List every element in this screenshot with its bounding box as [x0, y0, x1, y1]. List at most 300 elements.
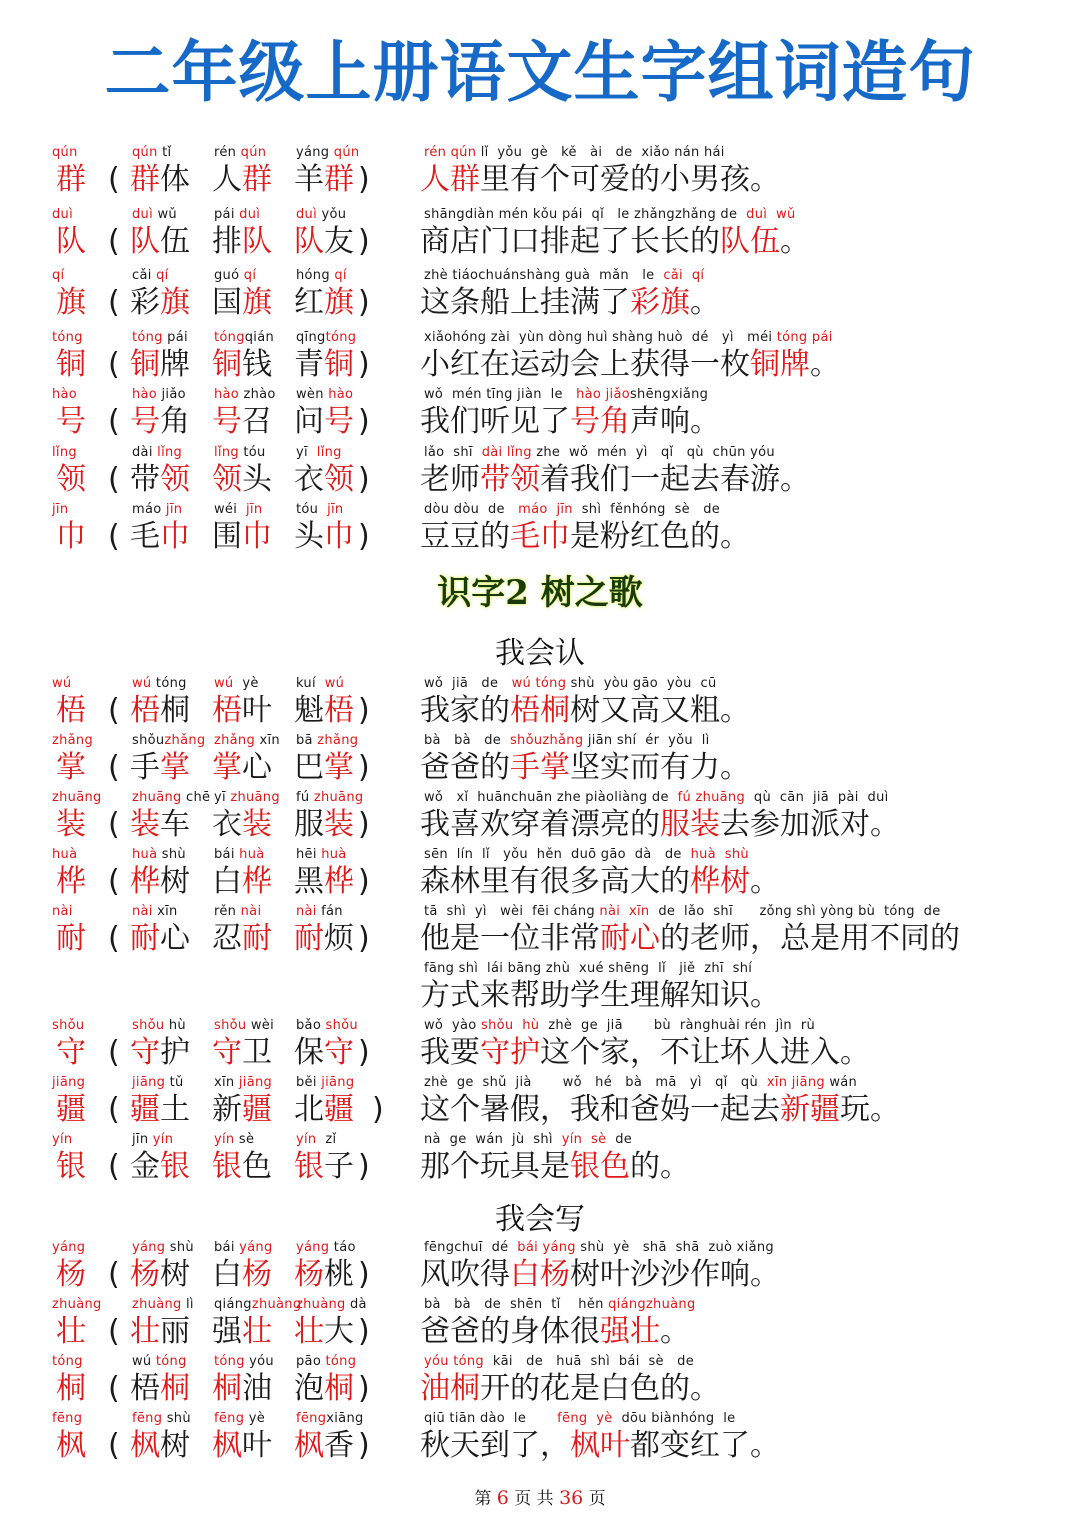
word-pinyin-segment: pái	[162, 330, 188, 345]
example-sentence-segment: 风吹得	[420, 1257, 510, 1292]
compound-word	[294, 1090, 354, 1130]
sentence-pinyin-segment: tóng pái	[776, 330, 833, 345]
example-sentence	[420, 1147, 690, 1187]
compound-word	[212, 919, 272, 959]
compound-word-segment: 钱	[242, 347, 272, 382]
word-pinyin-segment: zhuàng	[251, 1297, 302, 1312]
example-sentence-segment: 。	[660, 1314, 690, 1349]
word-pinyin-segment: jīn	[327, 502, 344, 517]
example-sentence	[420, 1312, 690, 1352]
close-bracket: )	[358, 462, 370, 497]
compound-word-segment: 群	[130, 162, 160, 197]
compound-word-segment: 衣	[294, 462, 324, 497]
word-pinyin-segment: bái	[214, 847, 240, 862]
compound-word	[130, 1255, 190, 1295]
compound-word-segment: 毛	[130, 519, 160, 554]
compound-word-segment: 树	[160, 1257, 190, 1292]
sentence-pinyin-segment: dòu dòu de	[424, 502, 519, 517]
compound-word-segment: 旗	[160, 285, 190, 320]
compound-word-segment: 桦	[130, 864, 160, 899]
compound-word	[130, 1147, 190, 1187]
character-pinyin: huà	[52, 847, 78, 862]
word-pinyin-segment: hóng	[296, 268, 335, 283]
example-sentence-segment: 豆豆的	[420, 519, 510, 554]
word-pinyin-segment: xiāng	[326, 1411, 364, 1426]
compound-word	[294, 862, 354, 902]
compound-word-segment: 杨	[130, 1257, 160, 1292]
compound-word-segment: 壮	[242, 1314, 272, 1349]
compound-word	[294, 1033, 354, 1073]
example-sentence-segment: 。	[750, 864, 780, 899]
compound-word-segment: 头	[242, 462, 272, 497]
main-character: 银	[56, 1149, 86, 1184]
example-sentence-segment: 的。	[630, 1149, 690, 1184]
compound-word-segment: 油	[242, 1371, 272, 1406]
compound-word-segment: 魁	[294, 693, 324, 728]
compound-word	[294, 1255, 354, 1295]
compound-word	[212, 460, 272, 500]
compound-word-segment: 铜	[324, 347, 354, 382]
compound-word-segment: 守	[130, 1035, 160, 1070]
vocab-entry	[0, 787, 1080, 849]
example-sentence-segment: 的老师，总是用不同的	[660, 921, 960, 956]
word-pinyin-segment: zhuāng	[313, 790, 364, 805]
character-pinyin: tóng	[52, 330, 83, 345]
vocab-entry	[0, 1294, 1080, 1356]
compound-word-segment: 装	[324, 807, 354, 842]
word-pinyin-segment: tóu	[296, 502, 328, 517]
character-pinyin: zhuāng	[52, 790, 102, 805]
main-character: 耐	[56, 921, 86, 956]
vocab-entry	[0, 1015, 1080, 1077]
word-pinyin-segment: shǒu	[132, 733, 165, 748]
example-sentence-segment: 队伍	[720, 224, 780, 259]
main-character: 队	[56, 224, 86, 259]
word-pinyin-segment: táo	[329, 1240, 356, 1255]
vocab-entry	[0, 1237, 1080, 1299]
compound-word	[294, 160, 354, 200]
example-sentence-segment: 开的花是白色的。	[480, 1371, 720, 1406]
example-sentence-segment: 这个家，不让坏人进入。	[540, 1035, 870, 1070]
compound-word-segment: 车	[160, 807, 190, 842]
word-pinyin-segment: lǐng	[214, 445, 239, 460]
sentence-pinyin-segment: fēng yè	[557, 1411, 613, 1426]
sentence-pinyin-segment: zhè tiáochuánshàng guà mǎn le	[424, 268, 664, 283]
compound-word	[294, 1369, 354, 1409]
compound-word-segment: 疆	[242, 1092, 272, 1127]
word-pinyin-segment: tóng	[151, 676, 187, 691]
compound-word-segment: 衣	[212, 807, 242, 842]
compound-word-segment: 装	[242, 807, 272, 842]
close-bracket: )	[358, 224, 370, 259]
compound-word-segment: 国	[212, 285, 242, 320]
main-character: 桐	[56, 1371, 86, 1406]
word-pinyin-segment: guó	[214, 268, 244, 283]
compound-word	[294, 517, 354, 557]
open-bracket: (	[108, 347, 120, 382]
compound-word	[130, 345, 190, 385]
character-pinyin: shǒu	[52, 1018, 85, 1033]
compound-word-segment: 号	[130, 404, 160, 439]
character-pinyin: jiāng	[52, 1075, 86, 1090]
example-sentence-segment: 方式来帮助学生理解知识。	[420, 978, 780, 1013]
close-bracket: )	[358, 693, 370, 728]
example-sentence	[420, 805, 900, 845]
lesson-heading: 识字2 树之歌	[437, 573, 643, 613]
word-pinyin-segment: lì	[181, 1297, 194, 1312]
character-pinyin: yáng	[52, 1240, 86, 1255]
sentence-pinyin-segment: qiū tiān dào le	[424, 1411, 558, 1426]
word-pinyin-segment: qí	[334, 268, 347, 283]
sentence-pinyin-segment: lǎo shī	[424, 445, 482, 460]
close-bracket: )	[358, 864, 370, 899]
example-sentence-segment: 这个暑假，我和爸妈一起去	[420, 1092, 780, 1127]
compound-word-segment: 领	[160, 462, 190, 497]
compound-word-segment: 耐	[294, 921, 324, 956]
word-pinyin-segment: shù	[162, 1411, 191, 1426]
compound-word-segment: 队	[242, 224, 272, 259]
compound-word-segment: 问	[294, 404, 324, 439]
compound-word	[130, 517, 190, 557]
vocab-entry	[0, 442, 1080, 504]
compound-word-segment: 桐	[212, 1371, 242, 1406]
compound-word-segment: 烦	[324, 921, 354, 956]
vocab-entry	[0, 673, 1080, 735]
sentence-pinyin-segment: huà shù	[690, 847, 749, 862]
character-pinyin: yín	[52, 1132, 73, 1147]
example-sentence-segment: 梧桐	[510, 693, 570, 728]
compound-word-segment: 青	[294, 347, 324, 382]
example-sentence	[420, 283, 720, 323]
word-pinyin-segment: hào	[328, 387, 354, 402]
compound-word-segment: 铜	[212, 347, 242, 382]
sentence-pinyin-segment: dōu biànhóng le	[612, 1411, 736, 1426]
word-pinyin-segment: bǎo	[296, 1018, 326, 1033]
main-character: 装	[56, 807, 86, 842]
compound-word-segment: 泡	[294, 1371, 324, 1406]
word-pinyin-segment: tóng	[155, 1354, 187, 1369]
main-character: 疆	[56, 1092, 86, 1127]
character-pinyin: duì	[52, 207, 74, 222]
word-pinyin-segment: yè	[233, 676, 259, 691]
open-bracket: (	[108, 224, 120, 259]
compound-word-segment: 掌	[212, 750, 242, 785]
open-bracket: (	[108, 807, 120, 842]
example-sentence	[420, 460, 810, 500]
compound-word	[130, 402, 190, 442]
close-bracket: )	[358, 1371, 370, 1406]
compound-word-segment: 带	[130, 462, 160, 497]
compound-word-segment: 梧	[130, 1371, 160, 1406]
sentence-pinyin-segment: shǒu hù	[481, 1018, 540, 1033]
compound-word-segment: 壮	[294, 1314, 324, 1349]
compound-word	[130, 805, 190, 845]
compound-word	[130, 691, 190, 731]
compound-word-segment: 大	[324, 1314, 354, 1349]
compound-word-segment: 心	[160, 921, 190, 956]
example-sentence-segment: 强壮	[600, 1314, 660, 1349]
word-pinyin-segment: yín	[296, 1132, 317, 1147]
footer-total-pages: 36	[559, 1487, 584, 1509]
example-sentence	[420, 691, 750, 731]
word-pinyin-segment: yáng	[296, 1240, 330, 1255]
example-sentence-segment: 耐心	[600, 921, 660, 956]
example-sentence-segment: 。	[780, 224, 810, 259]
example-sentence-segment: 森林里有很多高大的	[420, 864, 690, 899]
close-bracket: )	[358, 404, 370, 439]
compound-word	[212, 1090, 272, 1130]
compound-word-segment: 人	[212, 162, 242, 197]
word-pinyin-segment: máo	[132, 502, 166, 517]
compound-word	[212, 691, 272, 731]
footer-label-gong: 共	[536, 1489, 554, 1509]
compound-word	[294, 748, 354, 788]
word-pinyin-segment: jīn	[165, 502, 183, 517]
compound-word-segment: 白	[212, 1257, 242, 1292]
word-pinyin-segment: jiāng	[132, 1075, 166, 1090]
sentence-pinyin-segment: shēngxiǎng	[629, 387, 709, 402]
vocab-entry	[0, 499, 1080, 561]
word-pinyin-segment: pāo	[296, 1354, 326, 1369]
character-pinyin: nài	[52, 904, 73, 919]
word-pinyin-segment: wú	[132, 1354, 156, 1369]
word-pinyin-segment: yè	[244, 1411, 266, 1426]
compound-word-segment: 疆	[324, 1092, 354, 1127]
word-pinyin-segment: hù	[164, 1018, 186, 1033]
word-pinyin-segment: zhuāng	[132, 790, 182, 805]
word-pinyin-segment: xīn	[255, 733, 280, 748]
example-sentence-segment: 人群	[420, 162, 480, 197]
example-sentence-segment: 带领	[480, 462, 540, 497]
example-sentence-segment: 声响。	[630, 404, 720, 439]
word-pinyin-segment: nài	[132, 904, 153, 919]
example-sentence-segment: 树叶沙沙作响。	[570, 1257, 780, 1292]
word-pinyin-segment: jiǎo	[157, 387, 186, 402]
example-sentence-segment: 这条船上挂满了	[420, 285, 630, 320]
main-character: 旗	[56, 285, 86, 320]
compound-word-segment: 香	[324, 1428, 354, 1463]
compound-word	[294, 919, 354, 959]
compound-word	[294, 1312, 354, 1352]
compound-word-segment: 桦	[242, 864, 272, 899]
compound-word	[130, 1312, 190, 1352]
example-sentence-segment: 白杨	[510, 1257, 570, 1292]
open-bracket: (	[108, 162, 120, 197]
open-bracket: (	[108, 1428, 120, 1463]
sentence-pinyin-segment: bà bà de shēn tǐ hěn	[424, 1297, 609, 1312]
section-heading-write: 我会写	[495, 1202, 585, 1237]
compound-word-segment: 队	[130, 224, 160, 259]
word-pinyin-segment: tǔ	[165, 1075, 184, 1090]
compound-word-segment: 土	[160, 1092, 190, 1127]
word-pinyin-segment: jiāng	[238, 1075, 273, 1090]
word-pinyin-segment: wèi	[246, 1018, 274, 1033]
close-bracket: )	[358, 1314, 370, 1349]
word-pinyin-segment: xīn	[214, 1075, 239, 1090]
compound-word-segment: 彩	[130, 285, 160, 320]
word-pinyin-segment: fán	[316, 904, 343, 919]
example-sentence-segment: 我家的	[420, 693, 510, 728]
compound-word-segment: 掌	[160, 750, 190, 785]
character-pinyin: tóng	[52, 1354, 83, 1369]
word-pinyin-segment: nài	[240, 904, 262, 919]
compound-word	[294, 691, 354, 731]
example-sentence-segment: 毛巾	[510, 519, 570, 554]
compound-word-segment: 梧	[212, 693, 242, 728]
compound-word-segment: 体	[160, 162, 190, 197]
word-pinyin-segment: yóu	[244, 1354, 274, 1369]
word-pinyin-segment: qí	[243, 268, 257, 283]
word-pinyin-segment: shǒu	[214, 1018, 247, 1033]
compound-word-segment: 枫	[294, 1428, 324, 1463]
compound-word-segment: 巾	[324, 519, 354, 554]
compound-word	[212, 805, 272, 845]
compound-word	[212, 1255, 272, 1295]
sentence-pinyin-segment: shù yòu gāo yòu cū	[566, 676, 717, 691]
word-pinyin-segment: nài	[296, 904, 317, 919]
compound-word-segment: 领	[212, 462, 242, 497]
compound-word-segment: 巾	[242, 519, 272, 554]
vocab-entry	[0, 1129, 1080, 1191]
word-pinyin-segment: chē	[181, 790, 211, 805]
close-bracket: )	[358, 1035, 370, 1070]
open-bracket: (	[108, 864, 120, 899]
sentence-pinyin-segment: xiǎohóng zài yùn dòng huì shàng huò dé yì méi	[424, 330, 777, 345]
compound-word-segment: 掌	[324, 750, 354, 785]
word-pinyin-segment: jīn	[246, 502, 263, 517]
compound-word	[212, 862, 272, 902]
word-pinyin-segment: qīng	[296, 330, 326, 345]
character-pinyin: qí	[52, 268, 65, 283]
example-sentence	[420, 1033, 870, 1073]
sentence-pinyin-segment: zhe wǒ mén yì qǐ qù chūn yóu	[531, 445, 775, 460]
example-sentence-segment: 秋天到了，	[420, 1428, 570, 1463]
compound-word-segment: 白	[212, 864, 242, 899]
sentence-pinyin-segment: kāi de huā shì bái sè de	[483, 1354, 694, 1369]
example-sentence-segment: 。	[690, 285, 720, 320]
example-sentence-segment: 坚实而有力。	[570, 750, 750, 785]
compound-word	[294, 283, 354, 323]
compound-word	[294, 1426, 354, 1466]
compound-word-segment: 巾	[160, 519, 190, 554]
sentence-pinyin-segment: hào jiǎo	[576, 387, 630, 402]
vocab-entry	[0, 204, 1080, 266]
open-bracket: (	[108, 1314, 120, 1349]
sentence-pinyin-segment: tā shì yì wèi fēi cháng	[424, 904, 600, 919]
sentence-continuation	[0, 958, 1080, 1020]
example-sentence	[420, 160, 780, 200]
compound-word-segment: 心	[242, 750, 272, 785]
word-pinyin-segment: lǐng	[316, 445, 342, 460]
compound-word-segment: 银	[160, 1149, 190, 1184]
example-sentence-segment: 去参加派对。	[720, 807, 900, 842]
word-pinyin-segment: hào	[214, 387, 240, 402]
compound-word	[130, 222, 190, 262]
example-sentence	[420, 976, 780, 1016]
sentence-pinyin-segment: de	[606, 1132, 633, 1147]
example-sentence-segment: 玩。	[840, 1092, 900, 1127]
compound-word-segment: 金	[130, 1149, 160, 1184]
footer-label-ye: 页	[514, 1489, 532, 1509]
compound-word-segment: 旗	[242, 285, 272, 320]
compound-word-segment: 服	[294, 807, 324, 842]
vocab-entry	[0, 1408, 1080, 1470]
example-sentence-segment: 爸爸的	[420, 750, 510, 785]
word-pinyin-segment: zhuàng	[132, 1297, 182, 1312]
word-pinyin-segment: tóng	[325, 330, 357, 345]
example-sentence-segment: 老师	[420, 462, 480, 497]
sentence-pinyin-segment: dài lǐng	[481, 445, 532, 460]
example-sentence-segment: 商店门口排起了长长的	[420, 224, 720, 259]
word-pinyin-segment: qún	[333, 145, 360, 160]
word-pinyin-segment: tǐ	[157, 145, 172, 160]
word-pinyin-segment: jīn	[132, 1132, 153, 1147]
sentence-pinyin-segment: nà ge wán jù shì	[424, 1132, 562, 1147]
main-character: 守	[56, 1035, 86, 1070]
main-character: 号	[56, 404, 86, 439]
compound-word-segment: 召	[242, 404, 272, 439]
compound-word	[212, 1426, 272, 1466]
word-pinyin-segment: zhuàng	[296, 1297, 346, 1312]
compound-word-segment: 排	[212, 224, 242, 259]
word-pinyin-segment: yáng	[239, 1240, 273, 1255]
word-pinyin-segment: huà	[321, 847, 347, 862]
word-pinyin-segment: wú	[324, 676, 345, 691]
compound-word	[130, 919, 190, 959]
compound-word	[130, 1033, 190, 1073]
main-character: 梧	[56, 693, 86, 728]
word-pinyin-segment: kuí	[296, 676, 325, 691]
section-heading-recognize: 我会认	[495, 636, 585, 671]
compound-word-segment: 强	[212, 1314, 242, 1349]
sentence-pinyin-segment: duì wǔ	[746, 207, 796, 222]
word-pinyin-segment: shǒu	[132, 1018, 165, 1033]
word-pinyin-segment: zhǎng	[214, 733, 256, 748]
word-pinyin-segment: dà	[345, 1297, 367, 1312]
example-sentence	[420, 222, 810, 262]
word-pinyin-segment: bái	[214, 1240, 240, 1255]
open-bracket: (	[108, 750, 120, 785]
sentence-pinyin-segment: shù yè shā shā zuò xiǎng	[575, 1240, 774, 1255]
compound-word	[294, 460, 354, 500]
footer-label-di: 第	[474, 1489, 492, 1509]
compound-word-segment: 桃	[324, 1257, 354, 1292]
example-sentence-segment: 守护	[480, 1035, 540, 1070]
compound-word-segment: 伍	[160, 224, 190, 259]
compound-word-segment: 群	[324, 162, 354, 197]
word-pinyin-segment: yín	[214, 1132, 235, 1147]
word-pinyin-segment: dài	[132, 445, 158, 460]
sentence-pinyin-segment: zhè ge shǔ jià wǒ hé bà mā yì qǐ qù	[424, 1075, 767, 1090]
sentence-pinyin-segment: wán	[824, 1075, 858, 1090]
example-sentence-segment: 里有个可爱的小男孩。	[480, 162, 780, 197]
compound-word-segment: 丽	[160, 1314, 190, 1349]
open-bracket: (	[108, 404, 120, 439]
compound-word-segment: 杨	[242, 1257, 272, 1292]
example-sentence	[420, 1426, 780, 1466]
compound-word-segment: 领	[324, 462, 354, 497]
example-sentence	[420, 748, 750, 788]
close-bracket: )	[358, 1428, 370, 1463]
compound-word-segment: 梧	[324, 693, 354, 728]
word-pinyin-segment: qún	[132, 145, 158, 160]
compound-word-segment: 卫	[242, 1035, 272, 1070]
word-pinyin-segment: yī	[214, 790, 231, 805]
vocab-entry	[0, 265, 1080, 327]
example-sentence-segment: 号角	[570, 404, 630, 439]
example-sentence-segment: 我们听见了	[420, 404, 570, 439]
character-pinyin: jīn	[52, 502, 69, 517]
